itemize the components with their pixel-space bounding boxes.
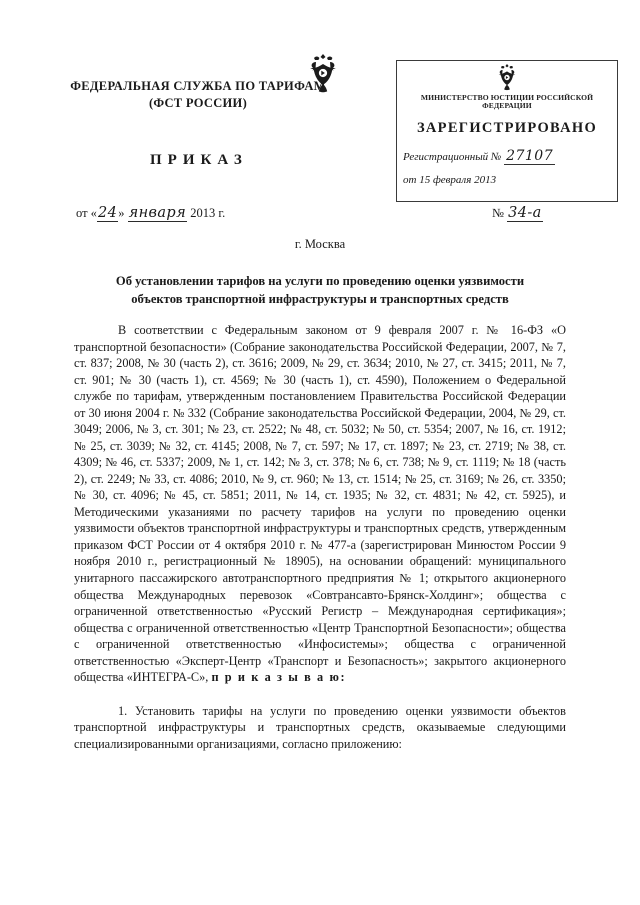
order-word: ПРИКАЗ — [150, 152, 248, 168]
body-paragraph-2: 1. Установить тарифы на услуги по проведению оценки уязвимости объектов транспортной инфраструктуры и транспортных средств, оказываемые следующими специализированными организациями, согласно приложению: — [74, 703, 566, 751]
registration-number-value: 27107 — [506, 147, 554, 164]
agency-name-line1: ФЕДЕРАЛЬНАЯ СЛУЖБА ПО ТАРИФАМ — [70, 79, 326, 93]
order-date-prefix: от « — [76, 206, 97, 220]
order-number-value: 34-а — [508, 205, 542, 221]
document-body — [74, 322, 566, 752]
registration-date-day: 15 — [419, 173, 431, 186]
order-date-year: 2013 г. — [190, 206, 226, 220]
registration-number-label: Регистрационный № — [403, 150, 502, 163]
body-paragraph-1 — [74, 322, 566, 686]
order-dateline — [0, 205, 640, 227]
ministry-emblem-icon — [493, 63, 521, 93]
order-date-mid: » — [118, 206, 125, 220]
order-city: г. Москва — [294, 237, 346, 251]
page-title-line2: объектов транспортной инфраструктуры и транспортных средств — [131, 292, 509, 307]
registration-date-line — [403, 174, 611, 186]
body-paragraph-1-order-verb: п р и к а з ы в а ю: — [211, 670, 347, 685]
registered-label: ЗАРЕГИСТРИРОВАНО — [416, 119, 598, 136]
order-date-month: января — [128, 205, 187, 221]
body-paragraph-1-text: В соответствии с Федеральным законом от 9 февраля 2007 г. № 16-ФЗ «О транспортной безопасности» (Собрание законодательства Российской Федерации, 2007, № 7, ст. 837; 2008, № 30 (часть 2), ст. 3616; 2009, № 29, ст. 3634; 2010, № 27, ст. 3415; 2011, № 7, ст. 901; № 30 (часть 1), ст. 4569; № 30 (часть 1), ст. 4590), Положением о Федеральной службе по тарифам, утвержденным постановлением Правительства Российской Федерации от 30 июня 2004 г. № 332 (Собрание законодательства Российской Федерации, 2004, № 29, ст. 3049; 2006, № 3, ст. 301; № 23, ст. 2522; № 48, ст. 5032; № 50, ст. 5354; 2007, № 16, ст. 1912; № 25, ст. 3039; № 32, ст. 4145; 2008, № 7, ст. 597; № 17, ст. 1897; № 23, ст. 2719; № 38, ст. 4309; № 46, ст. 5337; 2009, № 1, ст. 142; № 3, ст. 378; № 6, ст. 738; № 9, ст. 1119; № 18 (часть 2), ст. 2249; № 33, ст. 4086; 2010, № 9, ст. 960; № 13, ст. 1514; № 25, ст. 3169; № 26, ст. 3350; № 30, ст. 4096; № 45, ст. 5851; 2011, № 14, ст. 1935; № 32, ст. 4831; № 42, ст. 5925), и Методическими указаниями по расчету тарифов на услуги по проведению оценки уязвимости объектов транспортной инфраструктуры и транспортных средств, утвержденным приказом ФСТ России от 4 октября 2010 г. № 477-а (зарегистрирован Минюстом России 9 ноября 2010 г., регистрационный № 18905), на основании обращений: муниципального унитарного пассажирского автотранспортного предприятия № 1; открытого акционерного общества Международных перевозок «Совтрансавто-Брянск-Холдинг»; общества с ограниченной ответственностью «Русский Регистр – Международная сертификация»; общества с ограниченной ответственностью «Центр Транспортной Безопасности»; общества с ограниченной ответственностью «Инфосистемы»; общества с ограниченной ответственностью «Эксперт-Центр «Транспорт и Безопасность»; закрытого акционерного общества «ИНТЕГРА-С», — [74, 323, 566, 685]
order-number — [492, 205, 543, 221]
order-date — [76, 205, 225, 221]
order-number-label: № — [492, 206, 504, 220]
page-title — [74, 272, 566, 309]
order-date-day: 24 — [97, 205, 118, 221]
registration-date-prefix: от — [403, 173, 417, 186]
ministry-name: МИНИСТЕРСТВО ЮСТИЦИИ РОССИЙСКОЙ ФЕДЕРАЦИИ — [420, 93, 594, 111]
agency-name — [38, 78, 358, 112]
registration-number-line — [403, 148, 611, 164]
registration-date-year: 2013 — [474, 173, 497, 186]
page-title-line1: Об установлении тарифов на услуги по проведению оценки уязвимости — [115, 274, 525, 288]
registration-date-month: февраля — [432, 173, 472, 186]
registration-stamp — [396, 60, 618, 202]
agency-name-line2: (ФСТ РОССИИ) — [148, 95, 248, 110]
